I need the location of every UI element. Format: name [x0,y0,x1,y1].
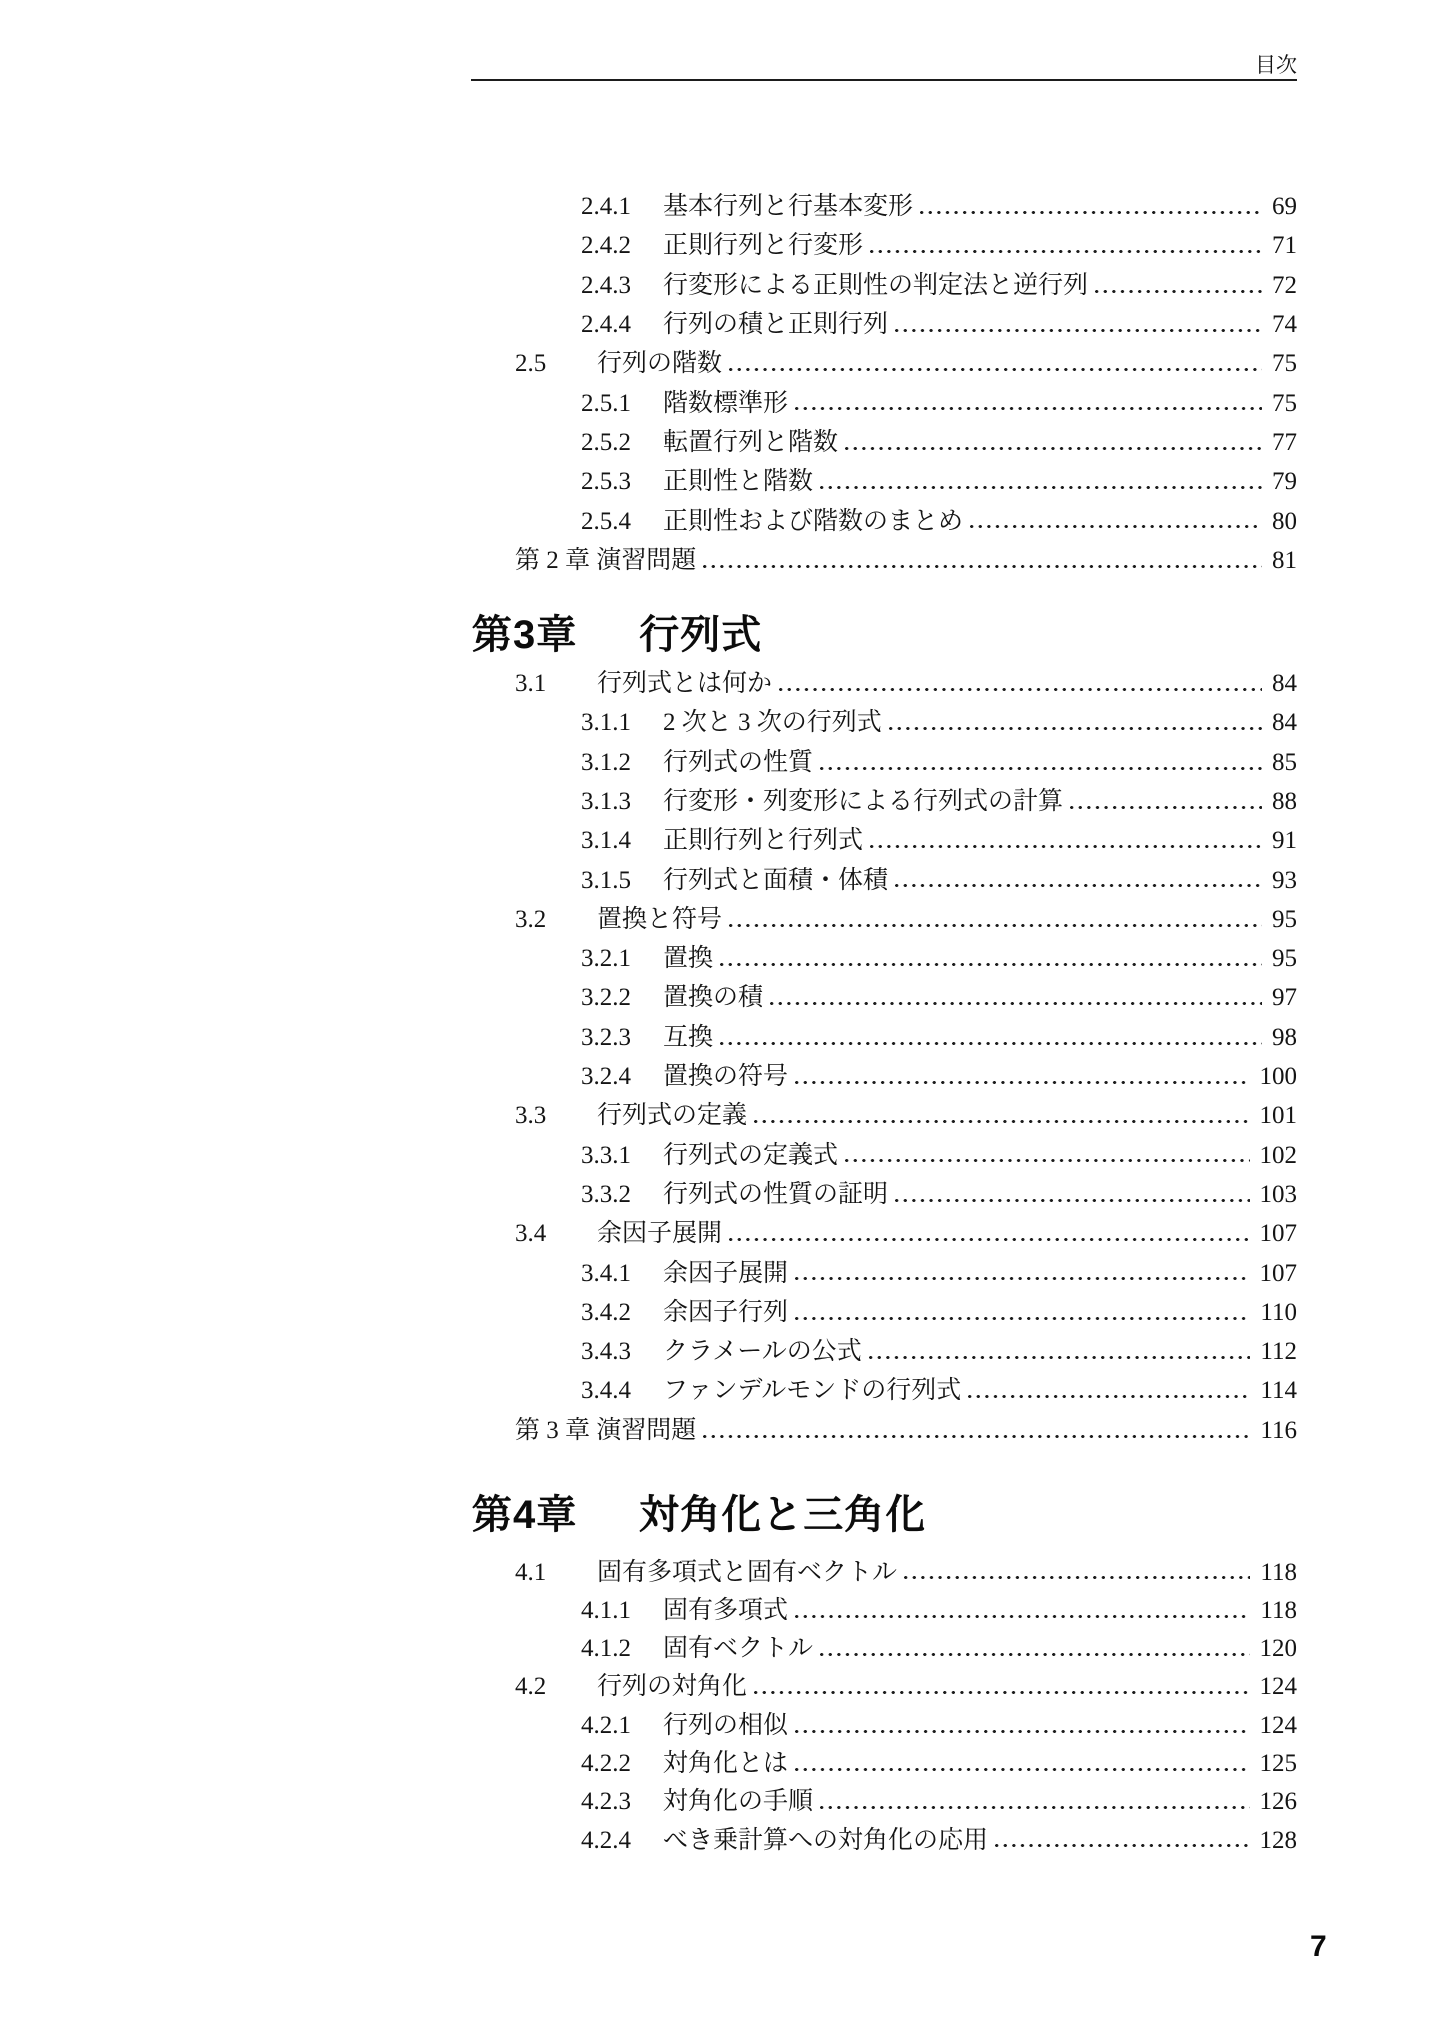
entry-title: 第 3 章 演習問題 [515,1416,697,1444]
entry-page-number: 93 [1272,866,1297,894]
dot-leader [995,1821,1249,1859]
dot-leader [895,860,1262,899]
entry-page-number: 69 [1272,193,1297,221]
dot-leader [770,978,1262,1017]
entry-number: 2.4.4 [581,311,631,339]
entry-page-number: 126 [1259,1788,1297,1816]
entry-page-number: 107 [1259,1220,1297,1248]
entry-title: 行列式の性質の証明 [663,1180,889,1208]
toc-entry [471,821,1297,860]
toc-entry [471,1371,1297,1410]
page-number: 7 [1310,1930,1327,1963]
entry-page-number: 97 [1272,984,1297,1012]
dot-leader [720,939,1262,978]
entry-title: ファンデルモンドの行列式 [663,1377,962,1405]
entry-number: 3.2.1 [581,945,631,973]
entry-number: 2.5.2 [581,428,631,456]
toc-entry [471,1175,1297,1214]
entry-title: 固有多項式 [663,1596,789,1624]
entry-page-number: 75 [1272,389,1297,417]
entry-title: 行列の積と正則行列 [663,311,889,339]
toc-entry [471,1214,1297,1253]
entry-title: 正則行列と行列式 [663,827,864,855]
entry-number: 3.2.4 [581,1063,631,1091]
dot-leader [968,1371,1250,1410]
entry-title: 余因子行列 [663,1298,789,1326]
entry-page-number: 124 [1259,1711,1297,1739]
entry-number: 3.3.2 [581,1180,631,1208]
entry-number: 3.1.3 [581,788,631,815]
entry-page-number: 84 [1272,670,1297,698]
dot-leader [754,1096,1249,1135]
toc-entry [471,900,1297,939]
entry-page-number: 107 [1259,1259,1297,1287]
toc-entry [471,743,1297,782]
entry-number: 3.2 [515,905,547,933]
entry-title: 置換の符号 [663,1063,789,1091]
chapter-heading [471,608,1297,656]
entry-number: 4.1.2 [581,1635,631,1663]
entry-title: べき乗計算への対角化の応用 [663,1826,989,1854]
entry-title: 余因子展開 [597,1220,723,1248]
entry-number: 3.1.4 [581,827,631,855]
dot-leader [779,664,1262,703]
toc-entry [471,939,1297,978]
entry-title: 正則性と階数 [663,468,814,496]
toc-entry [471,266,1297,305]
entry-title: 置換 [663,945,714,973]
toc-entry [471,1744,1297,1782]
chapter-title: 行列式 [639,613,763,658]
entry-title: 行列式と面積・体積 [663,866,889,894]
entry-page-number: 95 [1272,905,1297,933]
entry-number: 2.4.1 [581,193,631,221]
dot-leader [820,743,1262,782]
entry-number: 2.5.1 [581,389,631,417]
toc-entry [471,1553,1297,1591]
entry-page-number: 116 [1260,1416,1297,1444]
chapter-number: 第3章 [472,613,578,658]
dot-leader [795,383,1262,422]
entry-title: 余因子展開 [663,1259,789,1287]
entry-title: 行列の階数 [597,350,723,378]
toc-block-chapter4 [471,1553,1297,1859]
entry-title: 階数標準形 [663,389,789,417]
toc-entry [471,1253,1297,1292]
entry-number: 2.5.4 [581,507,631,535]
entry-number: 3.4.2 [581,1298,631,1326]
entry-number: 3.4.4 [581,1377,631,1405]
entry-number: 4.2.2 [581,1750,631,1778]
entry-number: 4.1.1 [581,1596,631,1624]
entry-page-number: 81 [1272,546,1297,574]
table-of-contents [471,187,1297,1859]
entry-page-number: 118 [1260,1596,1297,1624]
entry-page-number: 112 [1260,1338,1297,1366]
toc-entry [471,703,1297,742]
dot-leader [795,1293,1250,1332]
dot-leader [970,501,1262,540]
entry-title: 行列式の定義式 [663,1141,839,1169]
dot-leader [889,703,1262,742]
dot-leader [845,423,1262,462]
entry-page-number: 74 [1272,311,1297,339]
toc-entry [471,423,1297,462]
dot-leader [795,1744,1249,1782]
entry-title: 2 次と 3 次の行列式 [663,709,882,737]
toc-entry [471,1293,1297,1332]
dot-leader [754,1668,1249,1706]
entry-title: 正則行列と行変形 [663,232,864,260]
dot-leader [820,1630,1249,1668]
entry-number: 4.2.3 [581,1788,631,1816]
toc-entry [471,664,1297,703]
entry-title: 正則性および階数のまとめ [663,507,964,535]
entry-title: 行変形による正則性の判定法と逆行列 [663,271,1089,299]
entry-page-number: 72 [1272,271,1297,299]
entry-number: 3.1.2 [581,748,631,776]
entry-page-number: 125 [1259,1750,1297,1778]
toc-entry [471,1630,1297,1668]
entry-title: 固有ベクトル [663,1635,814,1663]
entry-page-number: 128 [1259,1826,1297,1854]
entry-page-number: 95 [1272,945,1297,973]
chapter-number: 第4章 [472,1493,578,1538]
toc-entry [471,1783,1297,1821]
entry-number: 2.4.3 [581,271,631,299]
dot-leader [845,1136,1249,1175]
dot-leader [795,1253,1249,1292]
entry-page-number: 102 [1259,1141,1297,1169]
entry-title: 対角化の手順 [663,1788,814,1816]
dot-leader [895,1175,1249,1214]
entry-page-number: 91 [1272,827,1297,855]
entry-number: 3.3.1 [581,1141,631,1169]
toc-entry [471,860,1297,899]
entry-number: 3.3 [515,1102,547,1130]
entry-number: 3.4.1 [581,1259,631,1287]
dot-leader [820,462,1262,501]
entry-title: 行列式とは何か [597,670,773,698]
entry-page-number: 84 [1272,709,1297,737]
entry-number: 4.2.1 [581,1711,631,1739]
toc-entry [471,1706,1297,1744]
entry-page-number: 118 [1260,1558,1297,1586]
dot-leader [870,821,1262,860]
toc-entry [471,1136,1297,1175]
toc-entry [471,782,1297,821]
entry-title: 互換 [663,1023,714,1051]
entry-number: 3.1.5 [581,866,631,894]
dot-leader [795,1591,1250,1629]
entry-title: 行変形・列変形による行列式の計算 [663,788,1064,815]
header-rule [471,79,1297,81]
entry-page-number: 88 [1272,788,1297,815]
entry-page-number: 101 [1259,1102,1297,1130]
chapter-heading [471,1488,1297,1536]
entry-number: 3.1.1 [581,709,631,737]
entry-page-number: 114 [1260,1377,1297,1405]
entry-title: 第 2 章 演習問題 [515,546,697,574]
entry-number: 3.2.3 [581,1023,631,1051]
dot-leader [870,226,1262,265]
toc-entry [471,305,1297,344]
entry-title: 置換と符号 [597,905,723,933]
entry-title: 置換の積 [663,984,764,1012]
entry-title: 行列式の定義 [597,1102,748,1130]
entry-page-number: 98 [1272,1023,1297,1051]
entry-number: 4.2 [515,1673,547,1701]
entry-page-number: 71 [1272,232,1297,260]
entry-title: 転置行列と階数 [663,428,839,456]
entry-number: 3.4.3 [581,1338,631,1366]
dot-leader [904,1553,1250,1591]
dot-leader [703,1411,1250,1450]
page-header-title: 目次 [1255,54,1297,77]
entry-number: 2.4.2 [581,232,631,260]
toc-entry [471,1332,1297,1371]
entry-number: 3.2.2 [581,984,631,1012]
dot-leader [1070,782,1262,821]
chapter-title: 対角化と三角化 [639,1493,927,1538]
entry-title: クラメールの公式 [663,1338,862,1366]
entry-page-number: 120 [1259,1635,1297,1663]
dot-leader [869,1332,1251,1371]
toc-entry [471,1411,1297,1450]
toc-entry [471,501,1297,540]
dot-leader [920,187,1262,226]
dot-leader [795,1057,1249,1096]
dot-leader [720,1018,1262,1057]
dot-leader [703,541,1262,580]
toc-entry [471,1057,1297,1096]
entry-page-number: 124 [1259,1673,1297,1701]
toc-entry [471,1821,1297,1859]
toc-entry [471,1018,1297,1057]
toc-entry [471,462,1297,501]
entry-title: 行列式の性質 [663,748,814,776]
entry-number: 2.5.3 [581,468,631,496]
dot-leader [820,1783,1249,1821]
entry-number: 2.5 [515,350,547,378]
toc-entry [471,978,1297,1017]
entry-title: 固有多項式と固有ベクトル [597,1558,898,1586]
dot-leader [729,344,1262,383]
dot-leader [729,900,1262,939]
entry-number: 3.4 [515,1220,547,1248]
entry-page-number: 110 [1260,1298,1297,1326]
dot-leader [795,1706,1249,1744]
toc-block-chapter3 [471,664,1297,1450]
entry-number: 4.1 [515,1558,547,1586]
toc-block-chapter2-rest [471,187,1297,580]
entry-title: 行列の相似 [663,1711,789,1739]
toc-entry [471,187,1297,226]
entry-page-number: 79 [1272,468,1297,496]
toc-entry [471,226,1297,265]
toc-entry [471,344,1297,383]
entry-page-number: 100 [1259,1063,1297,1091]
toc-entry [471,383,1297,422]
dot-leader [1095,266,1262,305]
entry-number: 4.2.4 [581,1826,631,1854]
entry-page-number: 85 [1272,748,1297,776]
entry-number: 3.1 [515,670,547,698]
toc-entry [471,1668,1297,1706]
entry-page-number: 77 [1272,428,1297,456]
entry-title: 基本行列と行基本変形 [663,193,914,221]
entry-title: 対角化とは [663,1750,789,1778]
entry-page-number: 80 [1272,507,1297,535]
dot-leader [729,1214,1249,1253]
entry-page-number: 103 [1259,1180,1297,1208]
toc-entry [471,1591,1297,1629]
toc-entry [471,541,1297,580]
entry-page-number: 75 [1272,350,1297,378]
dot-leader [895,305,1262,344]
toc-entry [471,1096,1297,1135]
entry-title: 行列の対角化 [597,1673,748,1701]
